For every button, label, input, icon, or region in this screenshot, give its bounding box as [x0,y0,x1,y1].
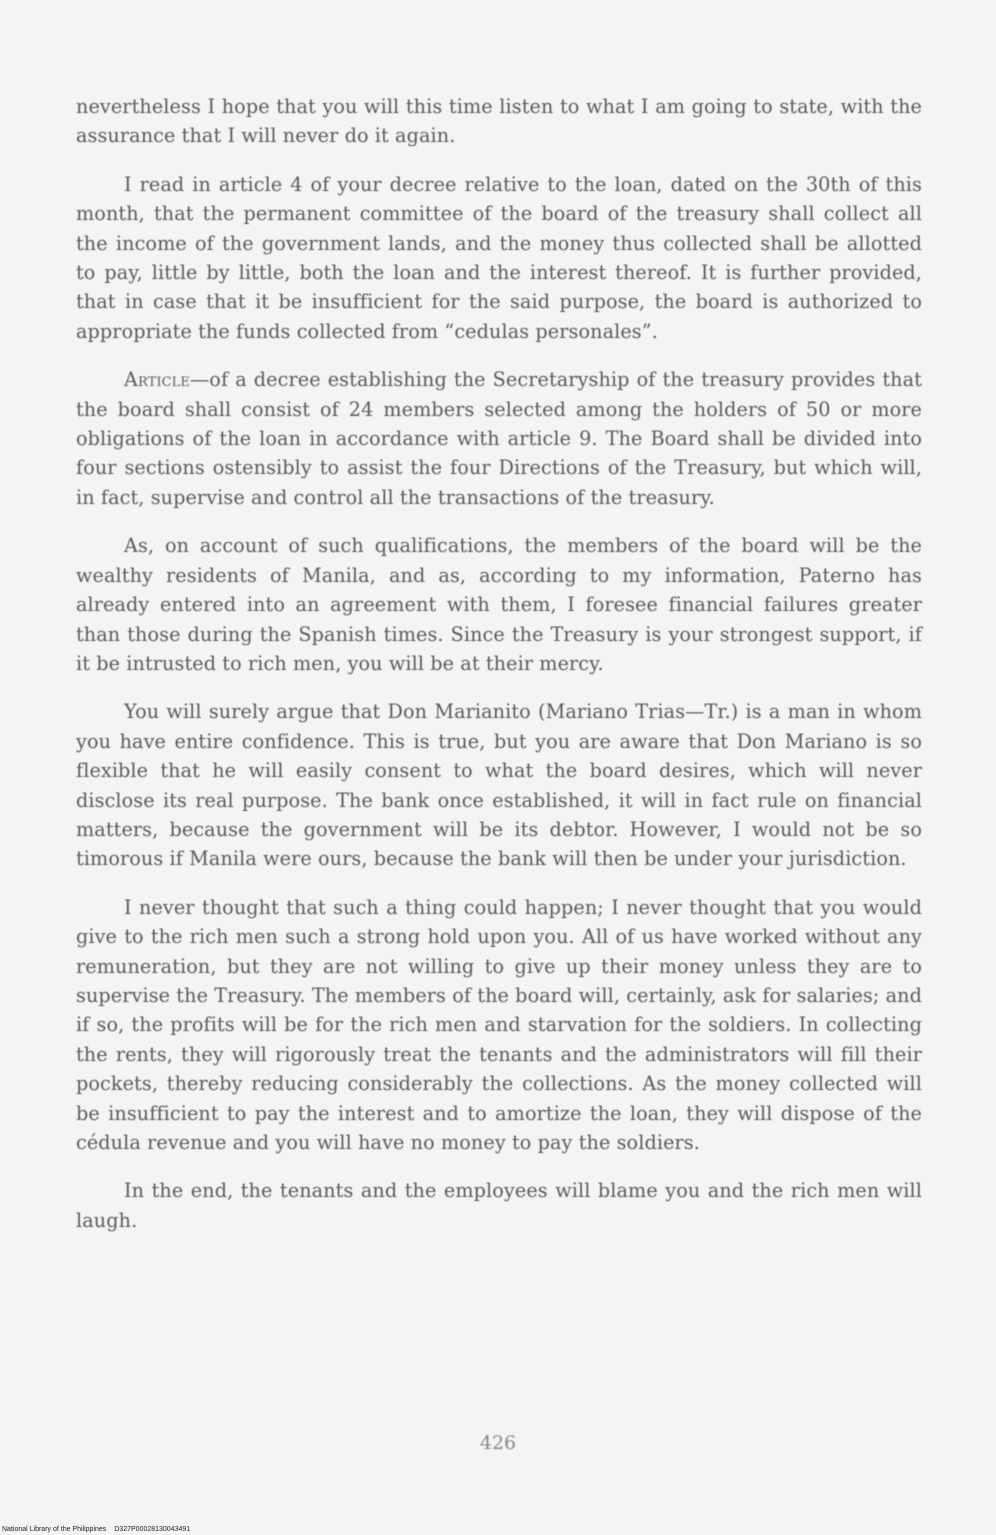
archive-footer [2,1526,190,1533]
article-heading: Article [124,368,190,392]
paragraph-5: You will surely argue that Don Marianito (Mariano Trias—Tr.) is a man in whom you have entire confidence. This is true, but you are aware that Don Mariano is so flexible that he will easily consent to what the board desires, which will never disclose its real purpose. The bank once established, it will in fact rule on financial matters, because the government will be its debtor. However, I would not be so timorous if Manila were ours, because the bank will then be under your jurisdiction. [76,700,922,871]
paragraph-4: As, on account of such qualifications, the members of the board will be the wealthy residents of Manila, and as, according to my information, Paterno has already entered into an agreement with them, I foresee financial failures greater than those during the Spanish times. Since the Treasury is your strongest support, if it be intrusted to rich men, you will be at their mercy. [76,534,922,675]
paragraph-3 [76,365,922,512]
footer-institution: National Library of the Philippines [2,1526,107,1533]
paragraph-7: In the end, the tenants and the employees will blame you and the rich men will laugh. [76,1179,922,1232]
footer-reference: D327P00028130043491 [114,1526,191,1533]
paragraph-3-text: —of a decree establishing the Secretaryship of the treasury provides that the board shall consist of 24 members selected among the holders of 50 or more obligations of the loan in accordance with article 9. The Board shall be divided into four sections ostensibly to assist the four Directions of the Treasury, but which will, in fact, supervise and control all the transactions of the treasury. [76,368,922,509]
paragraph-2: I read in article 4 of your decree relative to the loan, dated on the 30th of this month, that the permanent committee of the board of the treasury shall collect all the income of the government lands, and the money thus collected shall be allotted to pay, little by little, both the loan and the interest thereof. It is further provided, that in case that it be insufficient for the said purpose, the board is authorized to appropriate the funds collected from “cedulas personales”. [76,172,922,343]
paragraph-6: I never thought that such a thing could happen; I never thought that you would give to the rich men such a strong hold upon you. All of us have worked without any remuneration, but they are not willing to give up their money unless they are to supervise the Treasury. The members of the board will, certainly, ask for salaries; and if so, the profits will be for the rich men and starvation for the soldiers. In collecting the rents, they will rigorously treat the tenants and the administrators will fill their pockets, thereby reducing considerably the collections. As the money collected will be insufficient to pay the interest and to amortize the loan, they will dispose of the cédula revenue and you will have no money to pay the soldiers. [76,895,922,1154]
page-number: 426 [479,1432,517,1454]
paragraph-1: nevertheless I hope that you will this time listen to what I am going to state, with the assurance that I will never do it again. [76,95,922,148]
body-text [76,92,922,1254]
